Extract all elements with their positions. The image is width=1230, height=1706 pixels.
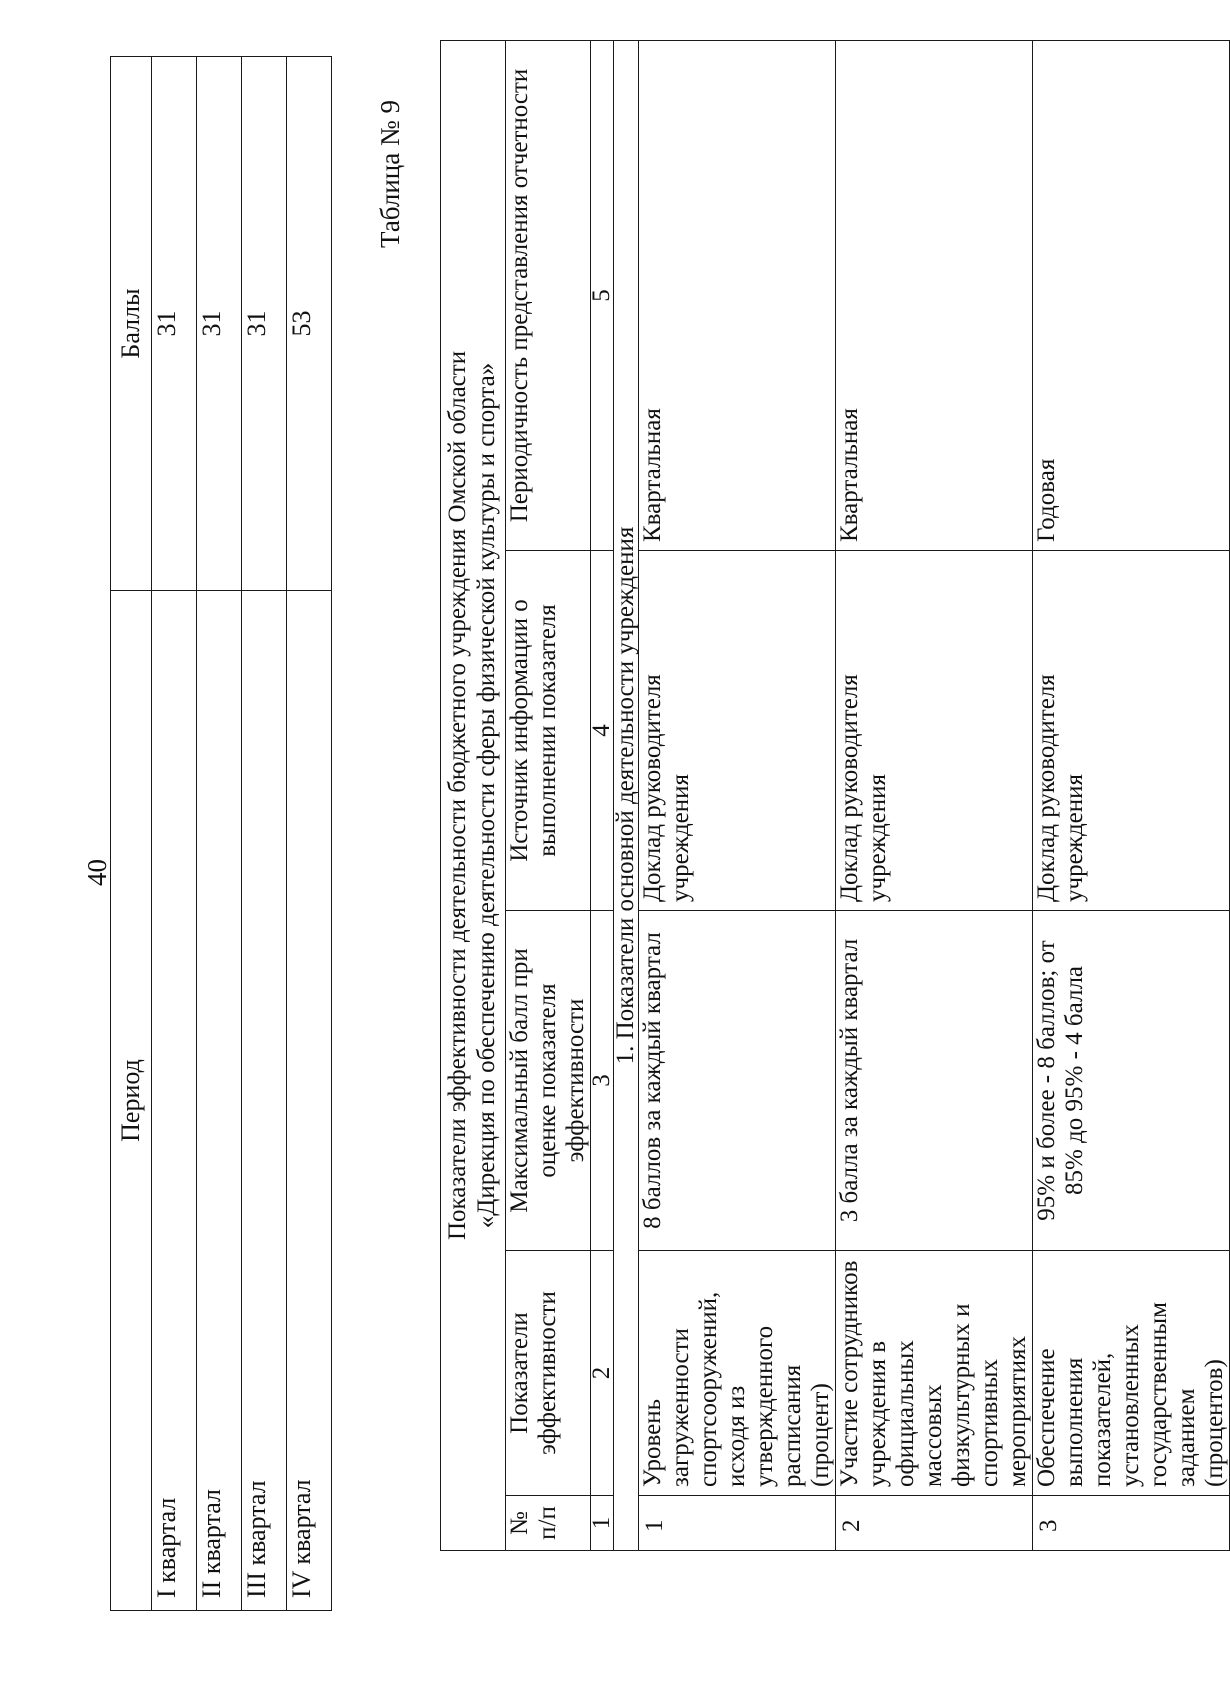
indicator-column-header: Показатели эффективности <box>506 1251 591 1496</box>
periodicity-cell: Квартальная <box>639 40 836 550</box>
table-header-row <box>506 40 591 1550</box>
source-cell: Доклад руководителя учреждения <box>836 551 1033 911</box>
table-title-row <box>441 40 506 1550</box>
indicator-cell: Уровень загруженности спортсооружений, исходя из утвержденного расписания (процент) <box>639 1251 836 1496</box>
period-cell: III квартал <box>242 591 287 1611</box>
table-caption: Таблица № 9 <box>375 100 405 248</box>
row-number-cell: 2 <box>836 1496 1033 1551</box>
column-number: 1 <box>591 1496 614 1551</box>
max-score-cell: 8 баллов за каждый квартал <box>639 911 836 1251</box>
table-row <box>639 40 836 1550</box>
section-title: 1. Показатели основной деятельности учреждения <box>614 40 639 1550</box>
source-cell: Доклад руководителя учреждения <box>1033 551 1230 911</box>
points-cell: 31 <box>242 57 287 591</box>
efficiency-indicators-table <box>440 40 1230 1551</box>
periodicity-column-header: Периодичность представления отчетности <box>506 40 591 550</box>
period-points-table <box>110 56 332 1611</box>
max-score-cell: 3 балла за каждый квартал <box>836 911 1033 1251</box>
table-row <box>152 57 197 1611</box>
max-score-column-header: Максимальный балл при оценке показателя эффективности <box>506 911 591 1251</box>
points-column-header: Баллы <box>111 57 152 591</box>
period-cell: II квартал <box>197 591 242 1611</box>
row-number-cell: 3 <box>1033 1496 1230 1551</box>
periodicity-cell: Годовая <box>1033 40 1230 550</box>
indicator-cell: Участие сотрудников учреждения в официальных массовых физкультурных и спортивных мероприятиях <box>836 1251 1033 1496</box>
table-row <box>1033 40 1230 1550</box>
column-number: 3 <box>591 911 614 1251</box>
indicator-cell: Обеспечение выполнения показателей, установленных государственным заданием (процентов) <box>1033 1251 1230 1496</box>
periodicity-cell: Квартальная <box>836 40 1033 550</box>
period-cell: IV квартал <box>287 591 332 1611</box>
period-cell: I квартал <box>152 591 197 1611</box>
points-cell: 53 <box>287 57 332 591</box>
column-number: 2 <box>591 1251 614 1496</box>
max-score-cell: 95% и более - 8 баллов; от 85% до 95% - 4 балла <box>1033 911 1230 1251</box>
section-row <box>614 40 639 1550</box>
row-number-cell: 1 <box>639 1496 836 1551</box>
table-header-row <box>111 57 152 1611</box>
column-number: 5 <box>591 40 614 550</box>
table-row <box>836 40 1033 1550</box>
points-cell: 31 <box>197 57 242 591</box>
points-cell: 31 <box>152 57 197 591</box>
table-title-line-2: «Дирекция по обеспечению деятельности сферы физической культуры и спорта» <box>473 362 500 1229</box>
column-number: 4 <box>591 551 614 911</box>
table-row <box>197 57 242 1611</box>
source-column-header: Источник информации о выполнении показателя <box>506 551 591 911</box>
table-title <box>441 40 506 1550</box>
table-row <box>242 57 287 1611</box>
source-cell: Доклад руководителя учреждения <box>639 551 836 911</box>
column-number-row <box>591 40 614 1550</box>
table-title-line-1: Показатели эффективности деятельности бюджетного учреждения Омской области <box>444 350 471 1241</box>
period-column-header: Период <box>111 591 152 1611</box>
num-column-header: № п/п <box>506 1496 591 1551</box>
page-number: 40 <box>82 859 112 886</box>
table-row <box>287 57 332 1611</box>
